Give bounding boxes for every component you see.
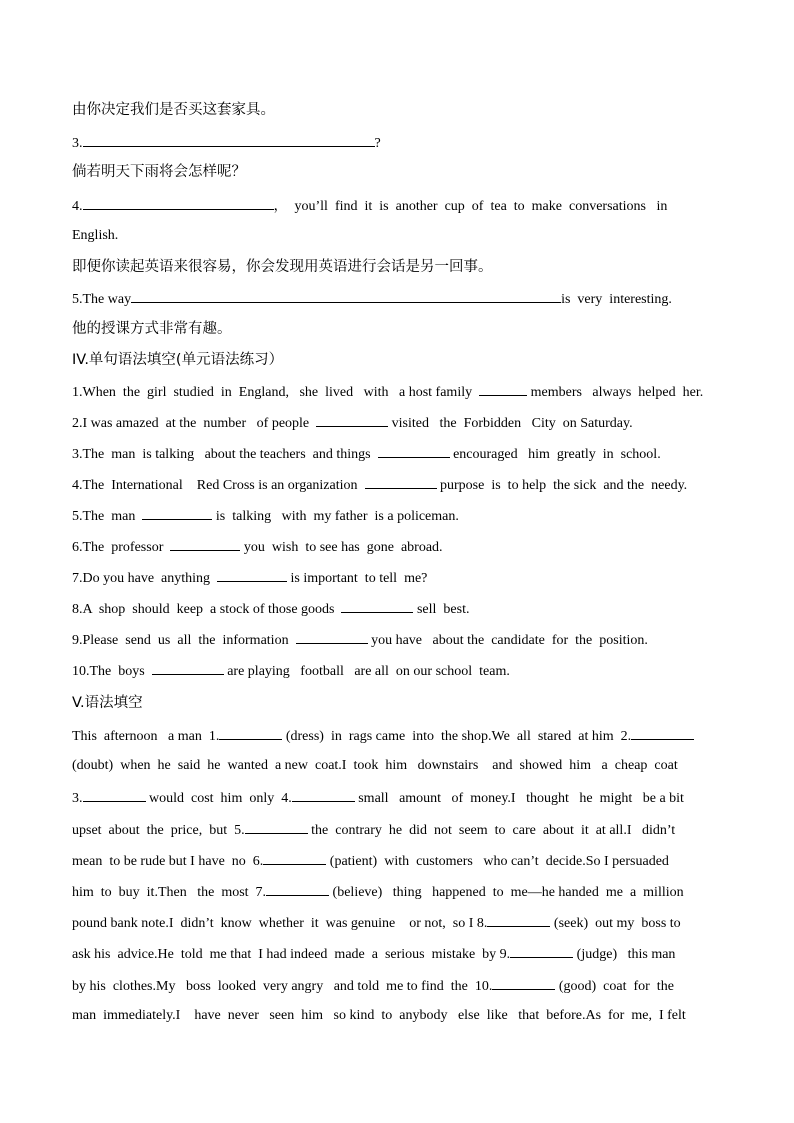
translation-item-3 (72, 132, 381, 154)
passage-text: (patient) with customers who can’t decide.So I persuaded (326, 853, 669, 869)
passage-line (72, 975, 674, 997)
grammar-item (72, 536, 443, 558)
item-text: ， you’ll find it is another cup of tea to make conversations in (273, 199, 668, 214)
passage-text: (seek) out my boss to (550, 916, 681, 932)
answer-blank[interactable] (245, 819, 308, 834)
answer-blank[interactable] (378, 443, 450, 458)
grammar-item (72, 505, 459, 527)
answer-blank[interactable] (83, 132, 375, 147)
section-4-heading: IV.单句语法填空(单元语法练习） (72, 352, 284, 368)
translation-item-4 (72, 195, 720, 217)
passage-text: (dress) in rags came into the shop.We all stared at him 2. (282, 729, 632, 744)
passage-line (72, 1006, 686, 1026)
translation-item-4-zh: 即便你读起英语来很容易，你会发现用英语进行会话是另一回事。 (72, 259, 493, 275)
answer-blank[interactable] (492, 975, 555, 990)
item-text-end: is talking with my father is a policeman. (212, 509, 459, 524)
answer-blank[interactable] (341, 598, 413, 613)
grammar-item (72, 598, 469, 620)
answer-blank[interactable] (296, 629, 368, 644)
answer-blank[interactable] (510, 943, 573, 958)
grammar-item (72, 660, 510, 682)
item-text: 3.The man is talking about the teachers and things (72, 447, 378, 462)
item-text-end: encouraged him greatly in school. (449, 447, 661, 462)
item-text: 6.The professor (72, 540, 171, 555)
passage-line (72, 725, 694, 747)
section-5-heading: V.语法填空 (72, 695, 143, 711)
answer-blank[interactable] (217, 567, 287, 582)
passage-line (72, 819, 675, 841)
item-text: 9.Please send us all the information (72, 633, 296, 648)
item-text-end: you have about the candidate for the position. (367, 633, 648, 648)
grammar-item (72, 412, 633, 434)
passage-text: (believe) thing happened to me—he handed me a million (329, 885, 684, 900)
item-text: 10.The boys (72, 664, 152, 679)
answer-blank[interactable] (219, 725, 282, 740)
grammar-item (72, 443, 661, 465)
item-text: 4.The International Red Cross is an organization (72, 478, 365, 493)
question-mark: ? (374, 136, 381, 151)
answer-blank[interactable] (152, 660, 224, 675)
translation-item-5-zh: 他的授课方式非常有趣。 (72, 321, 232, 337)
answer-blank[interactable] (263, 850, 326, 865)
translation-item-5 (72, 288, 672, 310)
item-text: 2.I was amazed at the number of people (72, 416, 317, 431)
passage-text: upset about the price, but 5. (72, 822, 245, 838)
passage-text: the contrary he did not seem to care about it at all.I didn’t (307, 822, 676, 838)
translation-item-4-continued: English. (72, 228, 119, 243)
answer-blank[interactable] (266, 881, 329, 896)
grammar-item (72, 629, 648, 651)
item-number: 3. (72, 136, 83, 151)
grammar-item (72, 474, 687, 496)
item-text-end: you wish to see has gone abroad. (240, 540, 443, 555)
answer-blank[interactable] (170, 536, 240, 551)
answer-blank[interactable] (365, 474, 437, 489)
grammar-item (72, 381, 703, 403)
answer-blank[interactable] (142, 505, 212, 520)
item-text-end: purpose is to help the sick and the needy. (436, 478, 688, 493)
answer-blank[interactable] (479, 381, 527, 396)
passage-text: pound bank note.I didn’t know whether it was genuine or not, so I 8. (72, 916, 488, 932)
passage-line (72, 787, 684, 809)
answer-blank[interactable] (631, 725, 694, 740)
passage-text: ask his advice.He told me that I had indeed made a serious mistake by 9. (72, 947, 511, 963)
item-text: 5.The way (72, 292, 132, 307)
passage-text: (judge) this man (573, 947, 676, 963)
item-text-end: is important to tell me? (287, 571, 428, 586)
item-text-end: is very interesting. (561, 292, 672, 307)
passage-text: (good) coat for the (555, 978, 674, 994)
item-text-end: visited the Forbidden City on Saturday. (388, 416, 633, 431)
item-text: 5.The man (72, 509, 143, 524)
passage-text: mean to be rude but I have no 6. (72, 853, 264, 869)
item-text: 7.Do you have anything (72, 571, 218, 586)
answer-blank[interactable] (131, 288, 561, 303)
answer-blank[interactable] (292, 787, 355, 802)
passage-text: by his clothes.My boss looked very angry and told me to find the 10. (72, 978, 493, 994)
passage-text: 3. (72, 791, 83, 807)
passage-line (72, 756, 678, 776)
passage-text: (doubt) when he said he wanted a new coat.I took him downstairs and showed him a cheap coat (72, 758, 678, 774)
passage-text: him to buy it.Then the most 7. (72, 885, 267, 900)
item-number: 4. (72, 199, 83, 214)
passage-line (72, 881, 684, 903)
answer-blank[interactable] (83, 787, 146, 802)
answer-blank[interactable] (487, 912, 550, 927)
translation-item-3-zh: 倘若明天下雨将会怎样呢？ (72, 164, 246, 180)
item-text-end: are playing football are all on our school team. (223, 664, 510, 679)
answer-blank[interactable] (83, 195, 274, 210)
grammar-item (72, 567, 427, 589)
item-text-end: sell best. (413, 602, 470, 617)
translation-sentence-zh: 由你决定我们是否买这套家具。 (72, 102, 275, 118)
passage-text: small amount of money.I thought he might be a bit (354, 791, 684, 807)
passage-line (72, 943, 675, 965)
item-text-end: members always helped her. (527, 385, 704, 400)
passage-text: would cost him only 4. (145, 791, 292, 807)
item-text: 1.When the girl studied in England, she lived with a host family (72, 385, 480, 400)
answer-blank[interactable] (316, 412, 388, 427)
passage-text: This afternoon a man 1. (72, 729, 220, 744)
passage-line (72, 850, 669, 872)
passage-text: man immediately.I have never seen him so kind to anybody else like that before.As for me, I felt (72, 1007, 686, 1023)
item-text: 8.A shop should keep a stock of those goods (72, 602, 342, 617)
passage-line (72, 912, 681, 934)
